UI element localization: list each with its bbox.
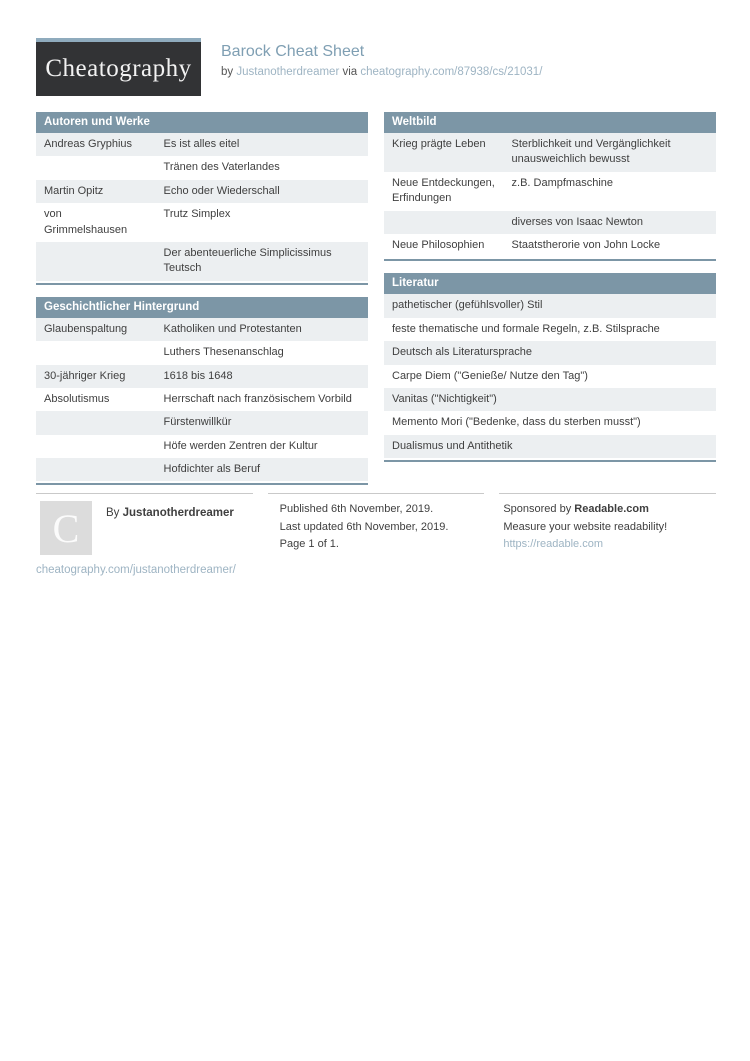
table-row xyxy=(36,156,368,179)
card-title-geschichtlicher-hintergrund: Geschichtlicher Hintergrund xyxy=(36,297,368,318)
last-updated-date: Last updated 6th November, 2019. xyxy=(279,520,449,533)
footer-author-cell xyxy=(36,493,253,576)
table-geschichtlicher-hintergrund xyxy=(36,318,368,482)
table-cell: pathetischer (gefühlsvoller) Stil xyxy=(384,294,716,317)
card-literatur xyxy=(384,273,716,462)
table-cell: Carpe Diem ("Genieße/ Nutze den Tag") xyxy=(384,365,716,388)
table-cell: Es ist alles eitel xyxy=(156,133,368,156)
table-cell: Fürstenwillkür xyxy=(156,411,368,434)
table-cell xyxy=(36,242,156,281)
table-row xyxy=(384,435,716,458)
sponsor-line xyxy=(503,501,716,519)
table-row xyxy=(36,203,368,242)
table-cell xyxy=(36,156,156,179)
byline xyxy=(221,66,542,78)
table-row xyxy=(384,341,716,364)
sponsor-tagline: Measure your website readability! xyxy=(503,520,668,533)
by-label: By xyxy=(106,507,120,520)
table-row xyxy=(384,294,716,317)
title-block xyxy=(221,38,542,78)
card-title-literatur: Literatur xyxy=(384,273,716,294)
table-cell: Vanitas ("Nichtigkeit") xyxy=(384,388,716,411)
published-date: Published 6th November, 2019. xyxy=(279,503,434,516)
footer-sponsor-cell xyxy=(499,493,716,576)
sheet-footer xyxy=(36,493,716,576)
table-autoren-und-werke xyxy=(36,133,368,281)
table-row xyxy=(384,211,716,234)
avatar[interactable] xyxy=(40,501,92,555)
table-cell: Dualismus und Antithetik xyxy=(384,435,716,458)
table-row xyxy=(384,133,716,172)
footer-author-name: Justanotherdreamer xyxy=(122,507,234,520)
table-cell xyxy=(36,341,156,364)
footer-meta-cell xyxy=(268,493,485,576)
table-cell: 30-jähriger Krieg xyxy=(36,365,156,388)
table-row xyxy=(36,242,368,281)
sponsor-prefix: Sponsored by xyxy=(503,503,572,516)
table-cell xyxy=(36,411,156,434)
table-cell: feste thematische und formale Regeln, z.B. Stilsprache xyxy=(384,318,716,341)
table-row xyxy=(36,458,368,481)
table-row xyxy=(384,234,716,257)
table-cell: Glaubenspaltung xyxy=(36,318,156,341)
page-number: Page 1 of 1. xyxy=(279,538,339,551)
page-title: Barock Cheat Sheet xyxy=(221,43,365,60)
table-cell: Echo oder Wiederschall xyxy=(156,180,368,203)
table-cell: Trutz Simplex xyxy=(156,203,368,242)
table-row xyxy=(36,411,368,434)
table-cell: Katholiken und Protestanten xyxy=(156,318,368,341)
table-row xyxy=(36,388,368,411)
table-cell: Krieg prägte Leben xyxy=(384,133,504,172)
right-column xyxy=(384,112,716,462)
table-cell: 1618 bis 1648 xyxy=(156,365,368,388)
table-row xyxy=(36,180,368,203)
table-row xyxy=(36,318,368,341)
table-row xyxy=(384,388,716,411)
table-row xyxy=(36,365,368,388)
left-column xyxy=(36,112,368,485)
table-cell: Neue Entdeckungen, Erfindungen xyxy=(384,172,504,211)
card-autoren-und-werke xyxy=(36,112,368,285)
sheet-url-link[interactable]: cheatography.com/87938/cs/21031/ xyxy=(360,66,543,78)
table-literatur xyxy=(384,294,716,458)
table-cell: Hofdichter als Beruf xyxy=(156,458,368,481)
table-cell: Andreas Gryphius xyxy=(36,133,156,156)
sheet-header xyxy=(36,38,716,96)
card-geschichtlicher-hintergrund xyxy=(36,297,368,486)
table-cell xyxy=(36,458,156,481)
table-cell: Neue Philosophien xyxy=(384,234,504,257)
table-cell: Memento Mori ("Bedenke, dass du sterben musst") xyxy=(384,411,716,434)
table-cell: Der abenteuerliche Simplicissimus Teutsch xyxy=(156,242,368,281)
table-row xyxy=(384,318,716,341)
cheatography-logo[interactable] xyxy=(36,38,201,96)
table-row xyxy=(36,341,368,364)
table-cell: Sterblichkeit und Vergänglichkeit unausweichlich bewusst xyxy=(504,133,716,172)
content-columns xyxy=(36,112,716,485)
table-cell: diverses von Isaac Newton xyxy=(504,211,716,234)
footer-by-text xyxy=(106,501,234,519)
table-cell: Tränen des Vaterlandes xyxy=(156,156,368,179)
author-link[interactable]: Justanotherdreamer xyxy=(236,66,340,78)
table-cell: von Grimmelshausen xyxy=(36,203,156,242)
profile-url-link[interactable]: cheatography.com/justanotherdreamer/ xyxy=(36,564,236,577)
avatar-letter: C xyxy=(52,505,80,551)
via-label: via xyxy=(342,66,358,78)
card-weltbild xyxy=(384,112,716,261)
table-cell: Staatstherorie von John Locke xyxy=(504,234,716,257)
table-cell: Deutsch als Literatursprache xyxy=(384,341,716,364)
table-cell xyxy=(36,435,156,458)
table-cell: Luthers Thesenanschlag xyxy=(156,341,368,364)
card-title-weltbild: Weltbild xyxy=(384,112,716,133)
card-title-autoren-und-werke: Autoren und Werke xyxy=(36,112,368,133)
table-cell: Herrschaft nach französischem Vorbild xyxy=(156,388,368,411)
table-cell xyxy=(384,211,504,234)
table-row xyxy=(384,365,716,388)
sponsor-name: Readable.com xyxy=(574,503,649,516)
logo-text: Cheatography xyxy=(45,55,192,82)
table-row xyxy=(384,411,716,434)
table-cell: Höfe werden Zentren der Kultur xyxy=(156,435,368,458)
table-cell: z.B. Dampfmaschine xyxy=(504,172,716,211)
table-cell: Martin Opitz xyxy=(36,180,156,203)
table-cell: Absolutismus xyxy=(36,388,156,411)
byline-prefix: by xyxy=(221,66,234,78)
table-row xyxy=(384,172,716,211)
table-weltbild xyxy=(384,133,716,257)
sponsor-url-link[interactable]: https://readable.com xyxy=(503,538,603,551)
table-row xyxy=(36,435,368,458)
footer-author-row xyxy=(36,501,253,555)
table-row xyxy=(36,133,368,156)
